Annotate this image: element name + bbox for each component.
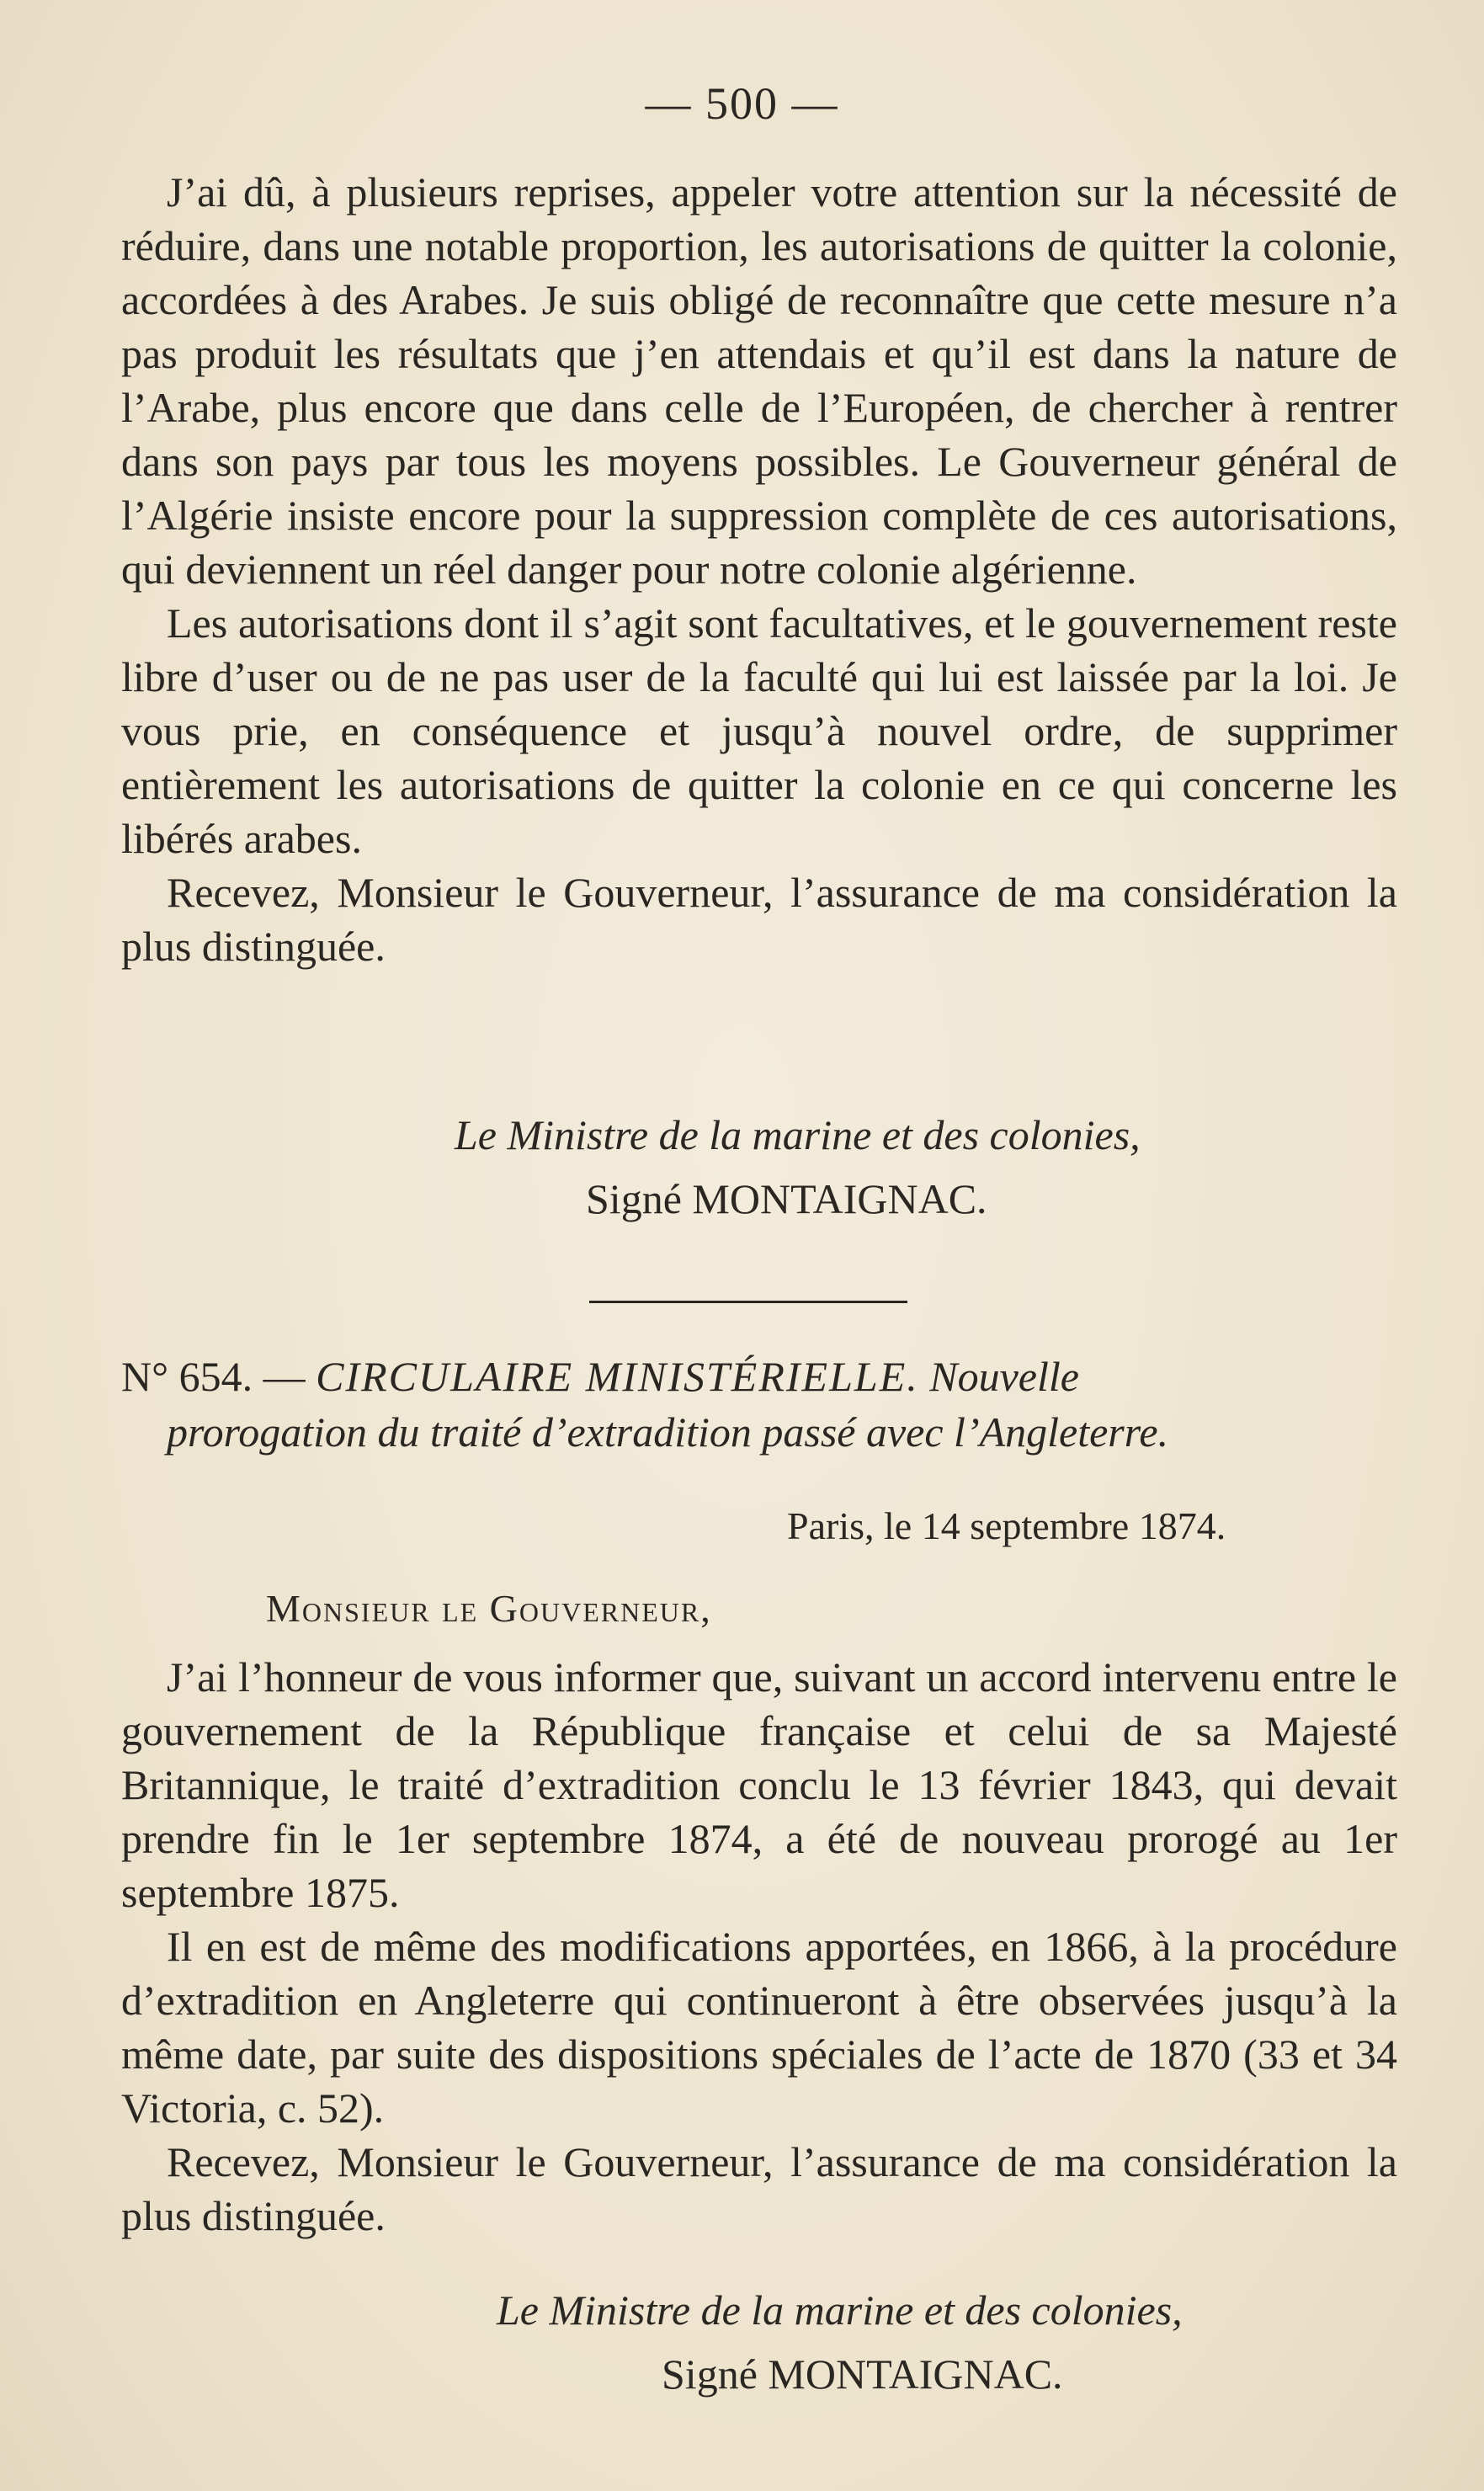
circular-body — [121, 1650, 1397, 2243]
letter1-paragraph-3: Recevez, Monsieur le Gouverneur, l’assurance de ma considération la plus distinguée. — [121, 869, 1397, 970]
circular-dateline: Paris, le 14 septembre 1874. — [787, 1504, 1226, 1547]
circular-signature — [497, 2283, 1183, 2401]
letter1-signature — [455, 1108, 1141, 1226]
circular-title: CIRCULAIRE MINISTÉRIELLE. — [316, 1353, 919, 1400]
circular-subtitle-start: Nouvelle — [929, 1353, 1079, 1400]
letter1-paragraph-1: J’ai dû, à plusieurs reprises, appeler votre attention sur la nécessité de réduire, dans une notable proportion, les autorisations de quitter la colonie, accordées à des Arabes. Je suis obligé de reconnaître que cette mesure n’a pas produit les résultats que j’en attendais et qu’il est dans la nature de l’Arabe, plus encore que dans celle de l’Européen, de chercher à rentrer dans son pays par tous les moyens possibles. Le Gouverneur général de l’Algérie insiste encore pour la suppression complète de ces autorisations, qui deviennent un réel danger pour notre colonie algérienne. — [121, 168, 1397, 593]
circular-number: N° 654. — — [121, 1353, 306, 1400]
page-number: — 500 — — [645, 78, 839, 129]
letter1-signature-role: Le Ministre de la marine et des colonies, — [455, 1111, 1141, 1158]
letter1-signature-name: Signé MONTAIGNAC. — [586, 1175, 987, 1222]
circular-signature-role: Le Ministre de la marine et des colonies, — [497, 2286, 1183, 2334]
letter1-body — [121, 165, 1397, 973]
circular-paragraph-1: J’ai l’honneur de vous informer que, suivant un accord intervenu entre le gouvernement de la République française et celui de sa Majesté Britannique, le traité d’extradition conclu le 13 février 1843, qui devait prendre fin le 1er septembre 1874, a été de nouveau prorogé au 1er septembre 1875. — [121, 1653, 1397, 1916]
circular-subtitle-rest: prorogation du traité d’extradition passé avec l’Angleterre. — [167, 1408, 1169, 1456]
section-divider — [589, 1301, 907, 1303]
circular-signature-name: Signé MONTAIGNAC. — [662, 2350, 1063, 2398]
circular-paragraph-3: Recevez, Monsieur le Gouverneur, l’assurance de ma considération la plus distinguée. — [121, 2138, 1397, 2239]
circular-heading — [121, 1349, 1397, 1460]
letter1-paragraph-2: Les autorisations dont il s’agit sont facultatives, et le gouvernement reste libre d’user ou de ne pas user de la faculté qui lui est laissée par la loi. Je vous prie, en conséquence et jusqu’à nouvel ordre, de supprimer entièrement les autorisations de quitter la colonie en ce qui concerne les libérés arabes. — [121, 599, 1397, 862]
circular-salutation: Monsieur le Gouverneur, — [266, 1587, 712, 1630]
circular-paragraph-2: Il en est de même des modifications apportées, en 1866, à la procédure d’extradition en Angleterre qui continueront à être observées jusqu’à la même date, par suite des dispositions spéciales de l’acte de 1870 (33 et 34 Victoria, c. 52). — [121, 1923, 1397, 2132]
